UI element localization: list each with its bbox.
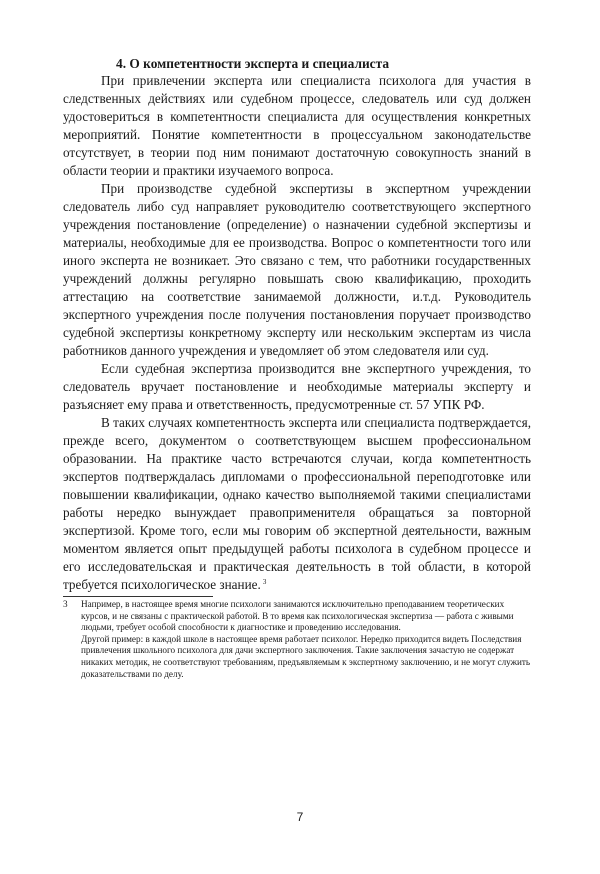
paragraph-3: Если судебная экспертиза производится вне экспертного учреждения, то следователь вручает постановление и необходимые материалы эксперту и разъясняет ему права и ответственность, предусмотренные ст. 57 УПК РФ. — [63, 361, 531, 412]
paragraph-4 — [63, 414, 531, 594]
footnote-text-2: Другой пример: в каждой школе в настоящее время работает психолог. Нередко приходится видеть Последствия привлечения школьного психолога для дачи экспертного заключения. Такие заключения зачастую не содержат никаких методик, не соответствуют требованиям, предъявляемым к экспертному заключению, и не могут служить доказательствами по делу. — [81, 633, 531, 679]
page-number: 7 — [296, 810, 304, 824]
paragraph-2: При производстве судебной экспертизы в экспертном учреждении следователь либо суд направляет руководителю соответствующего экспертного учреждения постановление (определение) о назначении судебной экспертизы и материалы, необходимые для ее производства. Вопрос о компетентности того или иного эксперта не возникает. Это связано с тем, что работники государственных учреждений должны регулярно повышать свою квалификацию, проходить аттестацию на соответствие занимаемой должности, и.т.д. Руководитель экспертного учреждения после получения постановления поручает производство судебной экспертизы конкретному эксперту или нескольким экспертам из числа работников данного учреждения и уведомляет об этом следователя или суд. — [63, 181, 531, 358]
body-text — [63, 72, 531, 594]
footnote-text-1: Например, в настоящее время многие психологи занимаются исключительно преподаванием теоретических курсов, и не связаны с практической работой. В то время как психологическая экспертиза — работа с живыми людьми, требует особой способности к диагностике и проведению исследования. — [81, 599, 514, 633]
footnote-separator — [63, 596, 213, 597]
paragraph-1: При привлечении эксперта или специалиста психолога для участия в следственных действиях или судебном процессе, следователь или суд должен удостовериться в компетентности специалиста для осуществления конкретных мероприятий. Понятие компетентности в процессуальном законодательстве отсутствует, в теории под ним понимают достаточную совокупность знаний в области теории и практики изучаемого вопроса. — [63, 73, 531, 178]
footnote-number: 3 — [63, 599, 68, 609]
footnote-reference[interactable]: 3 — [262, 577, 267, 586]
section-heading: 4. О компетентности эксперта и специалиста — [116, 56, 390, 71]
paragraph-4-text: В таких случаях компетентность эксперта или специалиста подтверждается, прежде всего, документом о соответствующем высшем профессиональном образовании. На практике часто встречаются случаи, когда компетентность экспертов подтверждалась дипломами о профессиональной переподготовке или повышении квалификации, однако качество выполняемой такими специалистами работы нередко вынуждает правоприменителя обращаться за повторной экспертизой. Кроме того, если мы говорим об экспертной деятельности, важным моментом является опыт предыдущей работы психолога в судебном процессе и его исследовательская и практическая деятельность в той области, в которой требуется психологическое знание. — [63, 415, 531, 592]
footnote — [63, 599, 533, 680]
